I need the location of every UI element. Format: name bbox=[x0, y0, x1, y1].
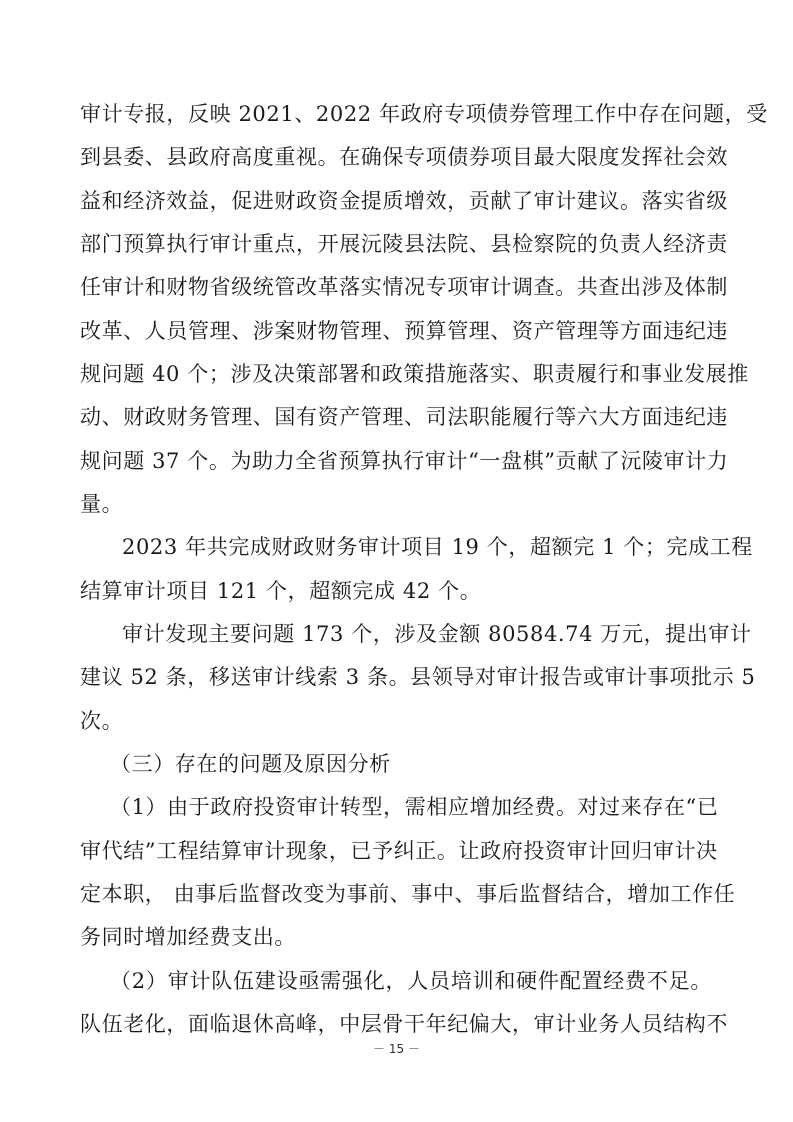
text-line: 规问题 40 个；涉及决策部署和政策措施落实、职责履行和事业发展推 bbox=[80, 362, 749, 386]
text-line: 审计专报，反映 2021、2022 年政府专项债券管理工作中存在问题，受 bbox=[80, 102, 768, 126]
text-line: 部门预算执行审计重点，开展沅陵县法院、县检察院的负责人经济责 bbox=[80, 232, 728, 256]
text-line: 队伍老化，面临退休高峰，中层骨干年纪偏大，审计业务人员结构不 bbox=[80, 1012, 728, 1036]
text-line: 动、财政财务管理、国有资产管理、司法职能履行等六大方面违纪违 bbox=[80, 405, 728, 429]
text-line: 任审计和财物省级统管改革落实情况专项审计调查。共查出涉及体制 bbox=[80, 275, 728, 299]
text-line: 结算审计项目 121 个，超额完成 42 个。 bbox=[80, 579, 482, 603]
text-line: 定本职， 由事后监督改变为事前、事中、事后监督结合，增加工作任 bbox=[80, 882, 736, 906]
text-line: 建议 52 条，移送审计线索 3 条。县领导对审计报告或审计事项批示 5 bbox=[80, 665, 756, 689]
text-line: 务同时增加经费支出。 bbox=[80, 925, 296, 949]
paragraph-first-line: 2023 年共完成财政财务审计项目 19 个，超额完 1 个；完成工程 bbox=[122, 535, 753, 559]
paragraph-first-line: （2）审计队伍建设亟需强化，人员培训和硬件配置经费不足。 bbox=[110, 969, 712, 993]
text-line: 规问题 37 个。为助力全省预算执行审计“一盘棋”贡献了沅陵审计力 bbox=[80, 449, 729, 473]
section-heading: （三）存在的问题及原因分析 bbox=[110, 752, 391, 776]
text-line: 量。 bbox=[80, 492, 124, 516]
text-line: 次。 bbox=[80, 709, 124, 733]
paragraph-first-line: （1）由于政府投资审计转型，需相应增加经费。对过来存在“已 bbox=[110, 795, 719, 819]
text-line: 到县委、县政府高度重视。在确保专项债券项目最大限度发挥社会效 bbox=[80, 145, 728, 169]
text-line: 益和经济效益，促进财政资金提质增效，贡献了审计建议。落实省级 bbox=[80, 189, 728, 213]
paragraph-first-line: 审计发现主要问题 173 个，涉及金额 80584.74 万元，提出审计 bbox=[122, 622, 752, 646]
page-number: － 15 － bbox=[373, 1042, 420, 1056]
text-line: 改革、人员管理、涉案财物管理、预算管理、资产管理等方面违纪违 bbox=[80, 319, 728, 343]
text-line: 审代结”工程结算审计现象，已予纠正。让政府投资审计回归审计决 bbox=[80, 839, 718, 863]
